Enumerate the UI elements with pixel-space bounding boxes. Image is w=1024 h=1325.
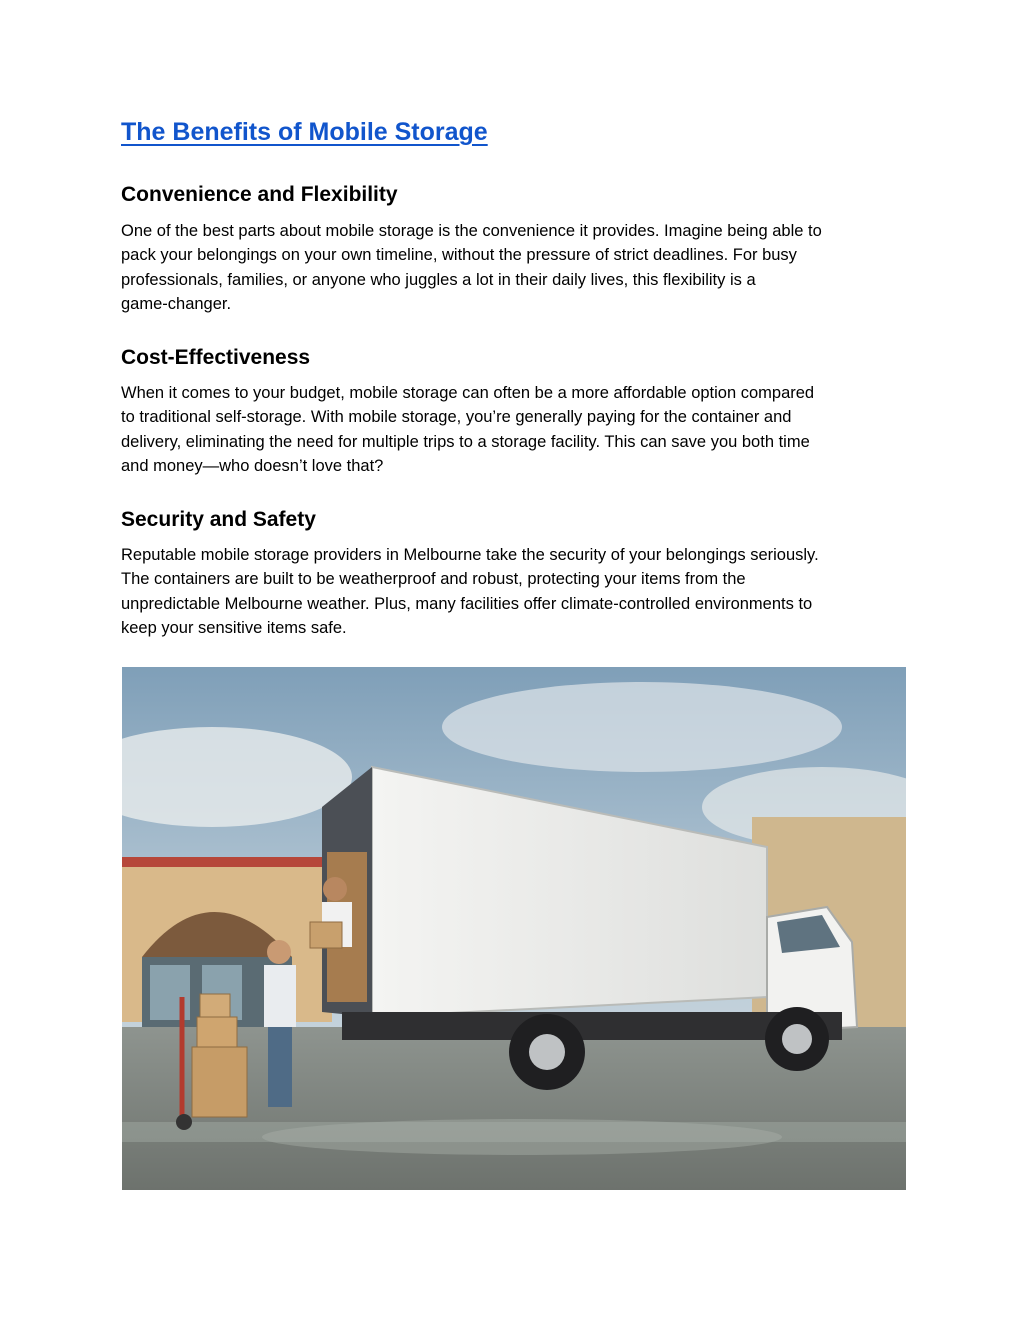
text-line: Reputable mobile storage providers in Melbourne take the security of your belongings seriously. xyxy=(121,546,819,564)
section-heading-cost: Cost-Effectiveness xyxy=(121,346,311,369)
text-line: The containers are built to be weatherproof and robust, protecting your items from the xyxy=(121,570,746,589)
text-line: and money—who doesn’t love that? xyxy=(121,456,384,475)
section-heading-convenience: Convenience and Flexibility xyxy=(121,183,398,206)
text-line: keep your sensitive items safe. xyxy=(121,618,347,637)
text-line: to traditional self-storage. With mobile storage, you’re generally paying for the container and xyxy=(121,408,792,427)
moving-truck-photo xyxy=(122,667,906,1190)
text-line: unpredictable Melbourne weather. Plus, many facilities offer climate-controlled environments to xyxy=(121,594,813,613)
section-body-convenience xyxy=(121,219,911,316)
text-line: One of the best parts about mobile storage is the convenience it provides. Imagine being able to xyxy=(121,222,822,240)
text-line: game-changer. xyxy=(121,294,232,313)
text-line: delivery, eliminating the need for multiple trips to a storage facility. This can save you both time xyxy=(121,432,810,451)
text-line: pack your belongings on your own timeline, without the pressure of strict deadlines. For busy xyxy=(121,246,797,265)
section-body-cost xyxy=(121,381,911,478)
section-heading-security: Security and Safety xyxy=(121,508,316,531)
text-line: professionals, families, or anyone who juggles a lot in their daily lives, this flexibility is a xyxy=(121,270,756,289)
text-line: When it comes to your budget, mobile storage can often be a more affordable option compared xyxy=(121,384,815,402)
page-title-link[interactable]: The Benefits of Mobile Storage xyxy=(121,118,488,146)
section-body-security xyxy=(121,543,911,640)
